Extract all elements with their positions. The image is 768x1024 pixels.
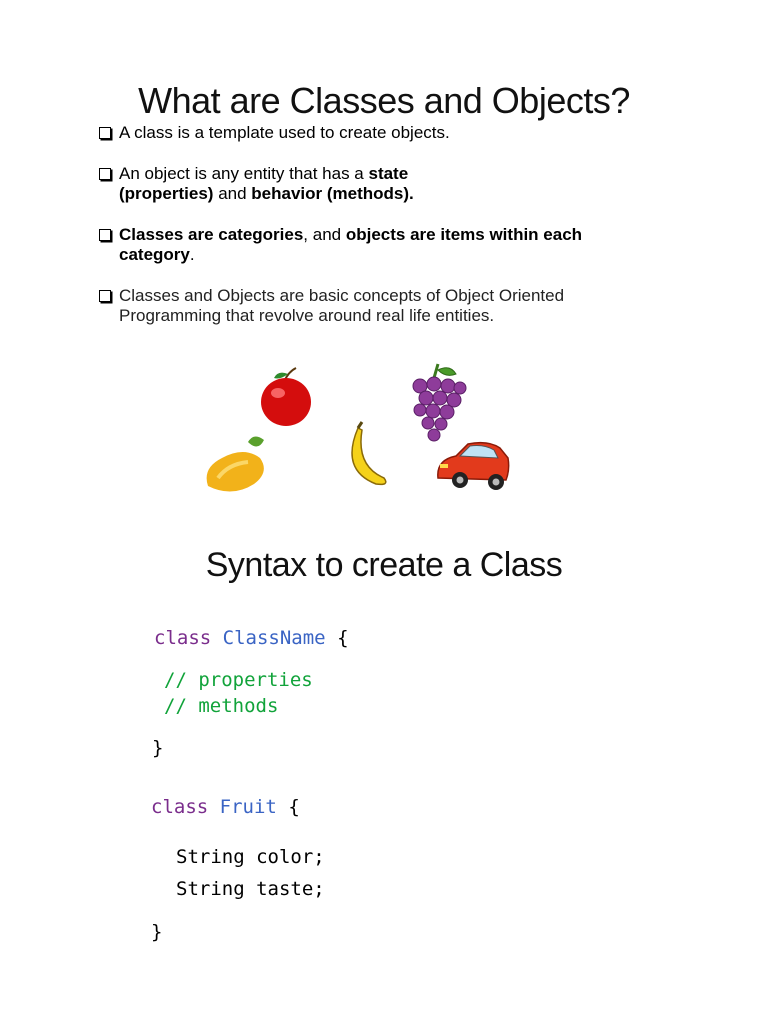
bullet-text: , and xyxy=(303,225,346,244)
fruits-illustration xyxy=(198,360,528,500)
code-brace: { xyxy=(288,796,300,818)
code-class-name: ClassName xyxy=(222,627,326,649)
bullet-item-oop-concepts xyxy=(98,286,698,326)
grapes-icon xyxy=(413,364,466,441)
code-line-class-header xyxy=(154,627,349,649)
checkbox-square-icon xyxy=(99,229,111,241)
page-title: What are Classes and Objects? xyxy=(138,80,630,121)
checkbox-square-icon xyxy=(99,168,111,180)
bullet-text-line1: Classes and Objects are basic concepts of Object Oriented xyxy=(119,286,565,305)
code-close-brace: } xyxy=(152,737,164,759)
code-close-brace: } xyxy=(151,921,163,943)
code-class-name: Fruit xyxy=(219,796,277,818)
bullet-text: . xyxy=(189,245,195,264)
bullet-bold-state: state xyxy=(368,164,409,183)
bullet-text: An object is any entity that has a xyxy=(119,164,369,183)
bullet-bold-category: category xyxy=(119,245,190,264)
bullet-bold-objects: objects are items within each xyxy=(345,225,583,244)
mango-icon xyxy=(207,436,264,491)
bullet-item-categories xyxy=(98,225,698,265)
code-comment-methods: // methods xyxy=(164,695,279,717)
bullet-bold-classes: Classes are categories xyxy=(119,225,304,244)
banana-icon xyxy=(352,422,386,484)
bullet-text: A class is a template used to create objects. xyxy=(119,123,450,142)
section-title-syntax: Syntax to create a Class xyxy=(205,546,563,584)
bullet-text-line2: Programming that revolve around real life entities. xyxy=(119,306,495,325)
checkbox-square-icon xyxy=(99,127,111,139)
bullet-item-class-definition xyxy=(98,123,698,143)
apple-icon xyxy=(261,368,311,426)
bullet-bold-behavior: behavior (methods). xyxy=(251,184,414,203)
bullet-bold-properties: (properties) xyxy=(119,184,214,203)
bullet-text: and xyxy=(213,184,252,203)
bullet-item-object-definition xyxy=(98,164,698,204)
bullet-list xyxy=(98,121,698,326)
code-field-color: String color; xyxy=(176,846,325,868)
car-icon xyxy=(438,443,509,490)
code-keyword: class xyxy=(151,796,209,818)
code-field-taste: String taste; xyxy=(176,878,325,900)
code-brace: { xyxy=(337,627,349,649)
checkbox-square-icon xyxy=(99,290,111,302)
code-keyword: class xyxy=(154,627,212,649)
code-line-fruit-header xyxy=(151,796,300,818)
code-comment-properties: // properties xyxy=(164,669,313,691)
